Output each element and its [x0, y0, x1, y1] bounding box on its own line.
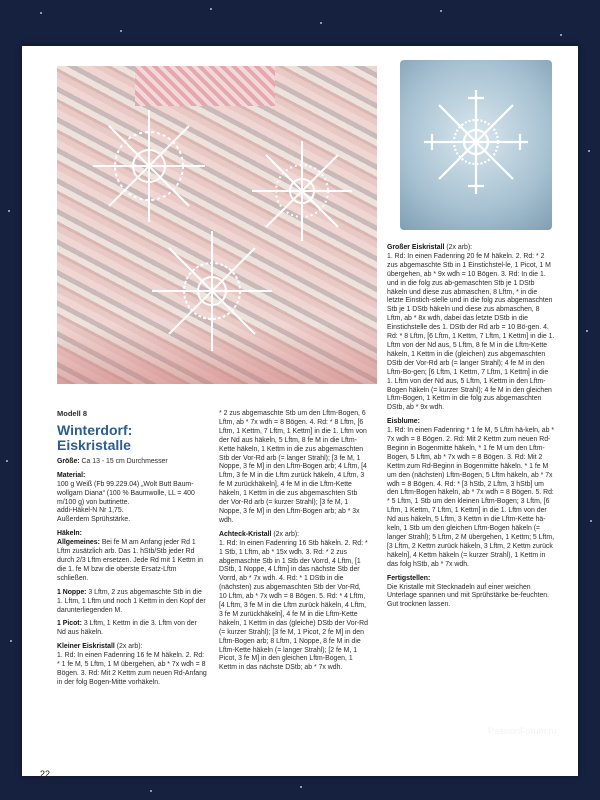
main-photo [57, 66, 377, 384]
picot-block: 1 Picot: 3 Lftm, 1 Kettm in die 3. Lftm von der Nd aus häkeln. [57, 620, 197, 637]
column-middle [219, 410, 369, 678]
large-crystal-block: Großer Eiskristall (2x arb): 1. Rd: In einen Fadenring 20 fe M häkeln. 2. Rd: * 2 zus abgemaschte Stb in 1 Einstichstel-le, 1 Picot, 1 M übergehen, ab * 9x wdh = 10 Bögen. 3. Rd: In die 1. und in die folg zus ab-gemaschten Stb je 1 DStb häkeln und diese zus abmaschen, 8 Lftm, * in die letzte Einstich-stelle und in die folg zus abgemaschten Stb je 1 DStb häkeln und diese zus abmaschen, 8 Lftm, ab * 8x wdh, dabei das letzte DStb in die Einstichstelle des 1. DStb der Rd arb = 10 Bö-gen. 4. Rd: * 8 Lftm, [6 Lftm, 1 Kettm, 7 Lftm, 1 Kettm] in die 1. Lftm von der Nd aus, 5 Lftm, 8 fe M in die Lftm-Kette häkeln, 1 Kettm in die (gleichen) zus abgemaschten DStb der Vor-Rd arb (= langer Strahl); 4 fe M in den Lftm-Bo-gen; [6 Lftm, 1 Kettm, 7 Lftm, 1 Kettm] in die 1. Lftm von der Nd aus, 5 Lftm, 1 Kettm in den Lftm-Bogen häkeln (= kurzer Strahl); 4 fe M in den gleichen Lftm-Bogen, 1 Kettm in die folg zus abgemaschten DStb, ab * 9x wdh. [387, 244, 555, 412]
page-number: 22 [40, 769, 51, 779]
haekeln-block: Häkeln: Allgemeines: Bei fe M am Anfang jeder Rd 1 Lftm zusätzlich arb. Das 1. hStb/Stb jeder Rd durch 2/3 Lftm ersetzen. Jede Rd mit 1 Kettm in die 1. fe M bzw die oberste Ersatz-Lftm schließen. [57, 530, 203, 582]
gift-box [135, 66, 275, 106]
eisblume-block: Eisblume: 1. Rd: In einen Fadenring * 1 fe M, 5 Lftm hä-keln, ab * 7x wdh = 8 Bögen. 2. Rd: Mit 2 Kettm zum neuen Rd-Beginn in Bogenmitte häkeln, * 1 fe M um den Lftm-Bogen, 5 Lftm, ab * 7x wdh = 8 Bögen. 3. Rd: Mit 2 Kettm zum Rd-Beginn in Bogenmitte häkeln. * 1 fe M um den (nächsten) Lftm-Bogen, 5 Lftm häkeln, ab * 7x wdh = 8 Bögen. 4. Rd: * [3 hStb, 2 Lftm, 3 hStb] um den Lftm-Bogen häkeln, ab * 7x wdh = 8 Bögen. 5. Rd: * 5 Lftm, 1 Stb um den kleinen Lftm-Bogen; 3 Lftm, [6 Lftm, 1 Kettm, 7 Lftm, 1 Kettm] in die 1. Lftm von der Nd aus häkeln, 5 Lftm, 3 Kettm in die Lftm-Kette hä-keln, 1 Stb um den gleichen Lftm-Bogen häkeln (= langer Strahl); 5 Lftm, 2 M übergehen, 1 Kettm; 5 Lftm, [3 Lftm, 2 Kettm zurück häkeln, 3 Lftm, 2 Kettm zurück häkeln], 4 Kettm häkeln (= kurzer Strahl), 1 Kettm in das folg hStb, ab * 7x wdh. [387, 418, 555, 568]
snowflake-large-icon [89, 106, 209, 226]
small-crystal-continued: * 2 zus abgemaschte Stb um den Lftm-Bogen, 6 Lftm, ab * 7x wdh = 8 Bögen. 4. Rd: * 8 Lftm, [6 Lftm, 1 Kettm, 7 Lftm, 1 Kettm] in die 1. Lftm von der Nd aus häkeln, 5 Lftm, 8 fe M in die Lftm-Kette häkeln, 1 Kettm in die zus abgemaschten Stb der Vor-Rd arb (= langer Strahl); [3 fe M, 1 Noppe, 3 fe M] in den Lftm-Bogen arb; 4 Lftm, [4 Lftm, 3 fe M in die Lftm zurück häkeln, 4 Lftm, 3 fe M zurückhäkeln], 4 fe M in die Lftm-Kette häkeln, 1 Kettm in die zus abgemaschten Stb der Vor-Rd arb (= kurzer Strahl); [3 fe M, 1 Noppe, 3 fe M] in den Lftm-Bogen arb; ab * 3x wdh. [219, 410, 367, 524]
watermark: PassionForum.ru [488, 726, 557, 736]
column-intro [57, 410, 207, 693]
octagon-crystal-block: Achteck-Kristall (2x arb): 1. Rd: In einen Fadenring 16 Stb häkeln. 2. Rd: * 1 Stb, 1 Lftm, ab * 15x wdh. 3. Rd: * 2 zus abgemaschte Stb in 1 Stb der Vorrd, 4 Lftm, [1 DStb, 1 Noppe, 4 Lftm] in das nächste Stb der Vorrd, ab * 7x wdh. 4. Rd: * 1 DStb in die (nächsten) zus abgemaschten Stb der Vor-Rd, 10 Lftm, ab * 7x wdh = 8 Bögen. 5. Rd: * 4 Lftm, [4 Lftm, 3 fe M in die Lftm zurück häkeln, 4 Lftm, 3 fe M zurückhäkeln], 4 fe M in die Lftm-Kette häkeln, 1 Kettm in das (gleiche) DStb der Vor-Rd (= kurzer Strahl); [3 fe M, 1 Picot, 2 fe M] in den Lftm-Bogen arb; 8 Lftm, 1 Noppe, 8 fe M in die Lftm-Kette häkeln (= langer Strahl); [2 fe M, 1 Picot, 3 fe M] in den gleichen Lftm-Bogen, 1 Kettm in das nächste DStb; ab * 7x wdh. [219, 530, 368, 672]
small-crystal-block: Kleiner Eiskristall (2x arb): 1. Rd: In einen Fadenring 16 fe M häkeln. 2. Rd: * 1 fe M, 5 Lftm, 1 M übergehen, ab * 7x wdh = 8 Bögen. 3. Rd: Mit 2 Kettm zum neuen Rd-Anfang in der folg Bogen-Mitte vorhäkeln. [57, 643, 207, 686]
snowflake-detail-icon [416, 82, 536, 202]
snowflake-small-icon [147, 226, 277, 356]
detail-photo [400, 60, 552, 230]
model-label: Modell 8 [57, 409, 88, 418]
size-line: Größe: Ca 13 - 15 cm Durchmesser [57, 457, 168, 465]
noppe-block: 1 Noppe: 3 Lftm, 2 zus abgemaschte Stb in die 1. Lftm, 1 Lftm und noch 1 Kettm in den Kopf der darunterliegenden M. [57, 588, 206, 614]
finish-block: Fertigstellen: Die Kristalle mit Stecknadeln auf einer weichen Unterlage spannen und mit Sprühstärke be-feuchten. Gut trocknen lassen. [387, 574, 550, 609]
page-title: Winterdorf: Eiskristalle [57, 421, 133, 453]
material-block: Material: 100 g Weiß (Fb 99.229.04) „Wolt Butt Baum-wollgarn Diana“ (100 % Baumwolle, LL = 400 m/100 g) von buttinette. addi-Häkel-N Nr 1,75. Außerdem Sprühstärke. [57, 471, 195, 524]
column-right [387, 244, 555, 615]
magazine-page [22, 46, 578, 779]
